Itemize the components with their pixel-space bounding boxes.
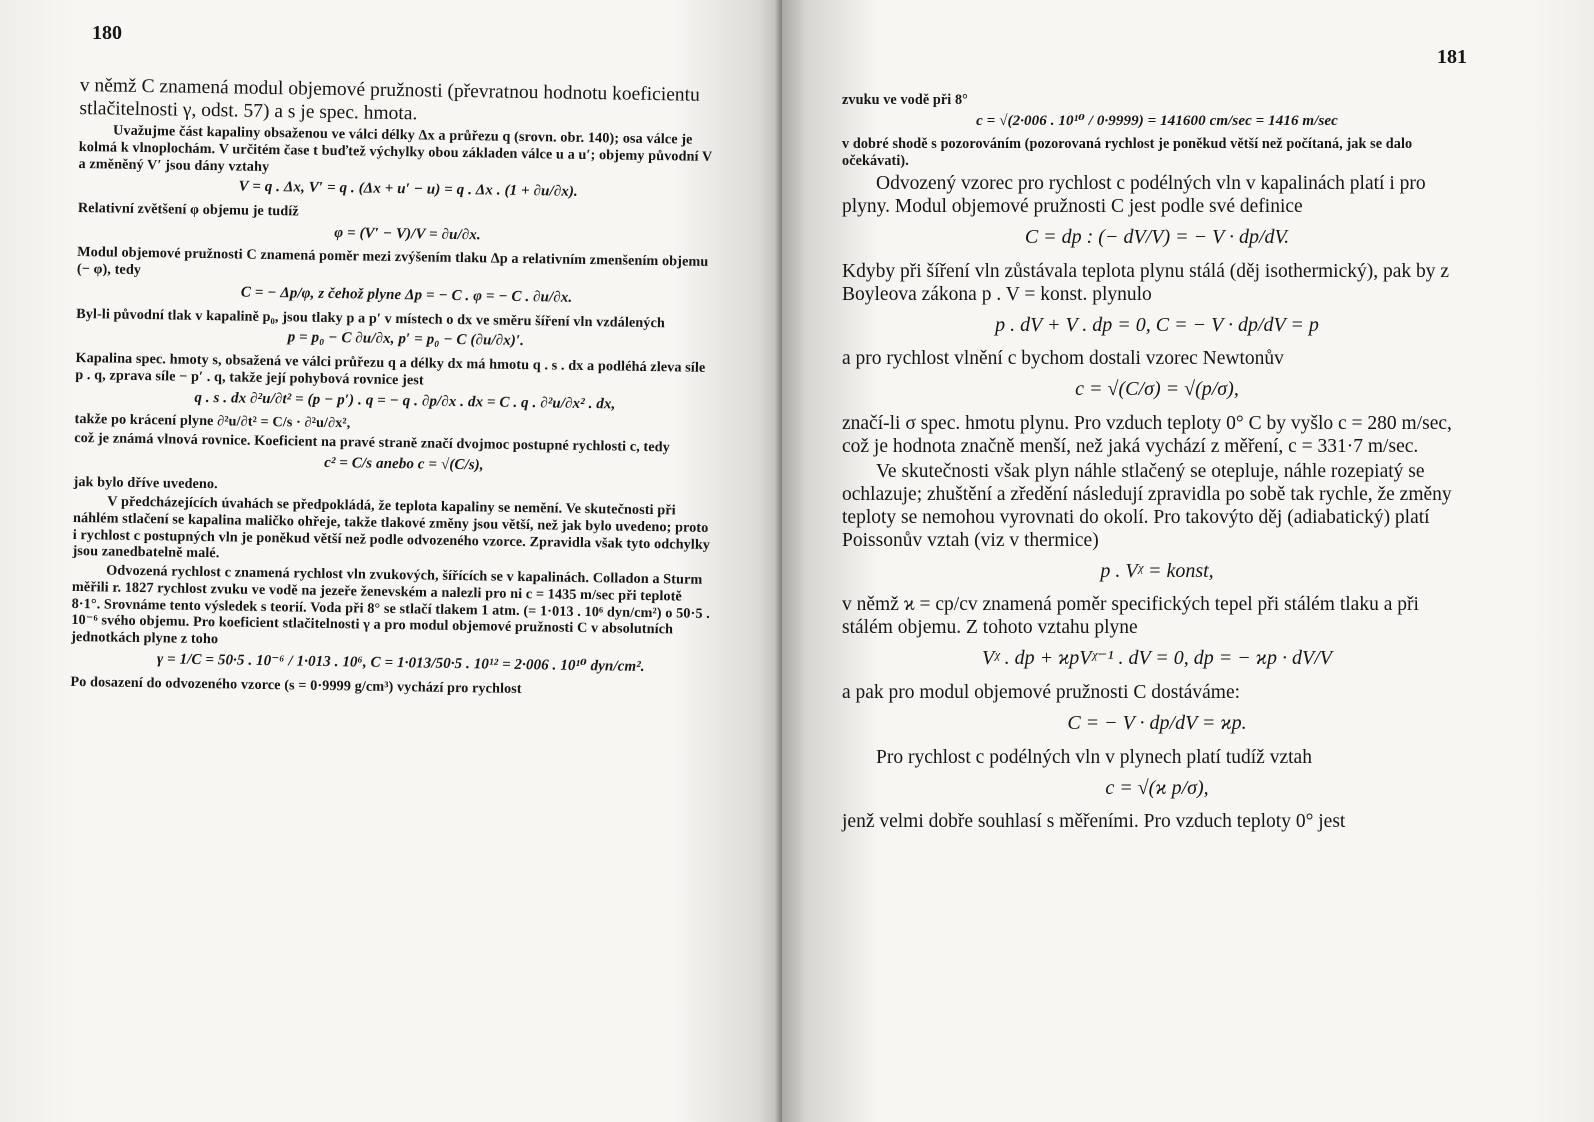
paragraph: zvuku ve vodě při 8° — [842, 92, 968, 108]
equation: V = q . Δx, V′ = q . (Δx + u′ − u) = q . Δx . (1 + ∂u/∂x). — [238, 178, 578, 201]
paragraph: Relativní zvětšení φ objemu je tudíž — [77, 199, 299, 220]
equation: C = dp : (− dV/V) = − V · dp/dV. — [1024, 225, 1290, 248]
right-page-text — [842, 92, 1472, 835]
paragraph: Modul objemové pružnosti C znamená poměr mezi zvýšením tlaku Δp a relativním zmenšením objemu (− φ), tedy — [76, 244, 709, 279]
equation: p . dV + V . dp = 0, C = − V · dp/dV = p — [995, 313, 1319, 336]
paragraph: a pro rychlost vlnění c bychom dostali vzorec Newtonův — [842, 348, 1284, 370]
paragraph: Kapalina spec. hmoty s, obsažená ve válci průřezu q a délky dx má hmotu q . s . dx a podléhá zleva síle p . q, zprava síle − p′ . q, takže její pohybová rovnice jest — [75, 349, 706, 389]
page-number-left: 180 — [92, 22, 122, 44]
equation: c = √(C/σ) = √(p/σ), — [1075, 378, 1239, 401]
paragraph: Pro rychlost c podélných vln v plynech platí tudíž vztah — [876, 746, 1312, 768]
paragraph: v němž ϰ = cp/cv znamená poměr specifických tepel při stálém tlaku a při stálém objemu. Z tohoto vztahu plyne — [842, 594, 1419, 639]
right-page — [782, 0, 1594, 1122]
equation: q . s . dx ∂²u/∂t² = (p − p′) . q = − q . ∂p/∂x . dx = C . q . ∂²u/∂x² . dx, — [194, 389, 616, 412]
paragraph: což je známá vlnová rovnice. Koeficient na pravé straně značí dvojmoc postupné rychlosti c, tedy — [74, 429, 671, 456]
page-number-right: 181 — [1437, 46, 1467, 68]
paragraph: V předcházejících úvahách se předpokládá, že teplota kapaliny se nemění. Ve skutečnosti při náhlém stlačení se kapalina maličko ohřeje, takže tlakové změny jsou větší, než jak bylo uvedeno; proto i rychlost c postupných vln je poněkud větší než podle odvozeného vzorce. Zpravidla však tyto odchylky jsou zanedbatelně malé. — [72, 493, 711, 562]
paragraph: Byl-li původní tlak v kapalině p₀, jsou tlaky p a p′ v místech o dx ve směru šíření vln vzdálených — [76, 305, 666, 331]
left-page — [0, 0, 782, 1122]
equation: c = √(2·006 . 10¹⁰ / 0·9999) = 141600 cm/sec = 1416 m/sec — [976, 112, 1338, 129]
equation: C = − Δp/φ, z čehož plyne Δp = − C . φ = − C . ∂u/∂x. — [240, 284, 573, 306]
paragraph: jak bylo dříve uvedeno. — [73, 474, 218, 493]
paragraph: Odvozený vzorec pro rychlost c podélných vln v kapalinách platí i pro plyny. Modul objemové pružnosti C jest podle své definice — [842, 172, 1426, 217]
equation: c = √(ϰ p/σ), — [1105, 776, 1209, 799]
paragraph: jenž velmi dobře souhlasí s měřeními. Pro vzduch teploty 0° jest — [842, 811, 1346, 833]
equation: p = p₀ − C ∂u/∂x, p′ = p₀ − C (∂u/∂x)′. — [287, 329, 525, 350]
paragraph: Uvažujme část kapaliny obsaženou ve válci délky Δx a průřezu q (srovn. obr. 140); osa válce je kolmá k vlnoplochám. V určitém čase t buďtež výchylky obou základen válce u a u′; objemy původní V a změněný V′ jsou dány vztahy — [78, 122, 713, 175]
paragraph: v němž C znamená modul objemové pružnosti (převratnou hodnotu koeficientu stlačitelnosti γ, odst. 57) a s je spec. hmota. — [79, 74, 700, 125]
paragraph: takže po krácení plyne ∂²u/∂t² = C/s · ∂²u/∂x², — [74, 411, 351, 432]
equation: φ = (V′ − V)/V = ∂u/∂x. — [334, 224, 481, 244]
paragraph: Po dosazení do odvozeného vzorce (s = 0·9999 g/cm³) vychází pro rychlost — [70, 673, 522, 697]
paragraph: Odvozená rychlost c znamená rychlost vln zvukových, šířících se v kapalinách. Colladon a Sturm měřili r. 1827 rychlost zvuku ve vodě na jezeře ženevském a nalezli pro ni c = 1435 m/sec při teplotě 8·1°. Srovnáme tento výsledek s teorií. Voda při 8° se stlačí tlakem 1 atm. (= 1·013 . 10⁶ dyn/cm²) o 50·5 . 10⁻⁶ svého objemu. Pro koeficient stlačitelnosti γ a pro modul objemové pružnosti C v absolutních jednotkách plyne z toho — [71, 562, 711, 648]
paragraph: a pak pro modul objemové pružnosti C dostáváme: — [842, 681, 1241, 703]
left-page-text — [70, 74, 720, 702]
equation: Vᵡ . dp + ϰpVᵡ⁻¹ . dV = 0, dp = − ϰp · dV/V — [981, 647, 1333, 670]
paragraph: Kdyby při šíření vln zůstávala teplota plynu stálá (děj isothermický), pak by z Boyleova zákona p . V = konst. plynulo — [842, 260, 1450, 305]
paragraph: Ve skutečnosti však plyn náhle stlačený se otepluje, náhle rozepiatý se ochlazuje; zhuštění a zředění následují zpravidla po sobě tak rychle, že změny teploty se nemohou vyrovnati do okolí. Pro takovýto děj (adiabatický) platí Poissonův vztah (viz v thermice) — [842, 460, 1452, 551]
equation: γ = 1/C = 50·5 . 10⁻⁶ / 1·013 . 10⁶, C = 1·013/50·5 . 10¹² = 2·006 . 10¹⁰ dyn/cm². — [156, 651, 645, 675]
equation: p . Vᵡ = konst, — [1100, 559, 1214, 582]
paragraph: v dobré shodě s pozorováním (pozorovaná rychlost je poněkud větší než počítaná, jak se dalo očekávati). — [842, 136, 1413, 170]
equation: c² = C/s anebo c = √(C/s), — [324, 454, 484, 474]
paragraph: značí-li σ spec. hmotu plynu. Pro vzduch teploty 0° C by vyšlo c = 280 m/sec, což je hodnota značně menší, než jaká vychází z měření, c = 331·7 m/sec. — [842, 412, 1452, 457]
equation: C = − V · dp/dV = ϰp. — [1067, 711, 1247, 734]
